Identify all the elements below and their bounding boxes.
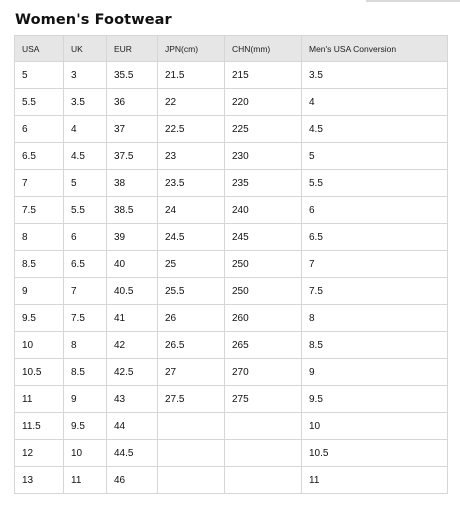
cell-eur: 37.5 — [107, 143, 158, 170]
cell-uk: 3 — [64, 62, 107, 89]
cell-usa: 9.5 — [15, 305, 64, 332]
cell-jpn: 24.5 — [158, 224, 225, 251]
cell-eur: 44 — [107, 413, 158, 440]
cell-jpn: 25 — [158, 251, 225, 278]
cell-eur: 36 — [107, 89, 158, 116]
table-row — [15, 305, 448, 332]
table-row — [15, 440, 448, 467]
top-divider — [366, 0, 460, 2]
cell-usa: 8 — [15, 224, 64, 251]
cell-uk: 8 — [64, 332, 107, 359]
table-row — [15, 413, 448, 440]
cell-chn: 275 — [225, 386, 302, 413]
table-header — [15, 36, 448, 62]
cell-eur: 38 — [107, 170, 158, 197]
cell-eur: 39 — [107, 224, 158, 251]
table-row — [15, 143, 448, 170]
header-jpn: JPN(cm) — [158, 36, 225, 62]
table-row — [15, 62, 448, 89]
cell-mens-conversion: 10 — [302, 413, 448, 440]
cell-jpn — [158, 440, 225, 467]
cell-usa: 10 — [15, 332, 64, 359]
table-row — [15, 332, 448, 359]
cell-eur: 37 — [107, 116, 158, 143]
table-row — [15, 89, 448, 116]
cell-jpn: 23.5 — [158, 170, 225, 197]
cell-chn — [225, 467, 302, 494]
cell-mens-conversion: 9 — [302, 359, 448, 386]
cell-jpn: 22 — [158, 89, 225, 116]
cell-usa: 5 — [15, 62, 64, 89]
cell-jpn: 26 — [158, 305, 225, 332]
cell-usa: 11.5 — [15, 413, 64, 440]
cell-usa: 9 — [15, 278, 64, 305]
cell-jpn: 24 — [158, 197, 225, 224]
header-row — [15, 36, 448, 62]
cell-uk: 6.5 — [64, 251, 107, 278]
cell-jpn: 23 — [158, 143, 225, 170]
cell-usa: 8.5 — [15, 251, 64, 278]
header-usa: USA — [15, 36, 64, 62]
cell-eur: 41 — [107, 305, 158, 332]
cell-eur: 35.5 — [107, 62, 158, 89]
cell-jpn: 27 — [158, 359, 225, 386]
table-row — [15, 116, 448, 143]
cell-chn: 225 — [225, 116, 302, 143]
table-row — [15, 467, 448, 494]
page-title: Women's Footwear — [15, 12, 172, 28]
cell-uk: 4.5 — [64, 143, 107, 170]
cell-uk: 5 — [64, 170, 107, 197]
cell-jpn: 21.5 — [158, 62, 225, 89]
cell-uk: 11 — [64, 467, 107, 494]
cell-usa: 7.5 — [15, 197, 64, 224]
cell-eur: 42.5 — [107, 359, 158, 386]
cell-uk: 9 — [64, 386, 107, 413]
cell-chn — [225, 413, 302, 440]
cell-eur: 42 — [107, 332, 158, 359]
cell-mens-conversion: 7.5 — [302, 278, 448, 305]
cell-chn: 265 — [225, 332, 302, 359]
header-mens-conversion: Men's USA Conversion — [302, 36, 448, 62]
table-row — [15, 386, 448, 413]
cell-jpn: 26.5 — [158, 332, 225, 359]
header-eur: EUR — [107, 36, 158, 62]
table-body — [15, 62, 448, 494]
header-uk: UK — [64, 36, 107, 62]
table-row — [15, 359, 448, 386]
cell-chn — [225, 440, 302, 467]
table-row — [15, 197, 448, 224]
cell-mens-conversion: 10.5 — [302, 440, 448, 467]
cell-mens-conversion: 8 — [302, 305, 448, 332]
cell-mens-conversion: 6 — [302, 197, 448, 224]
cell-uk: 7 — [64, 278, 107, 305]
cell-usa: 11 — [15, 386, 64, 413]
cell-usa: 12 — [15, 440, 64, 467]
cell-uk: 5.5 — [64, 197, 107, 224]
cell-uk: 3.5 — [64, 89, 107, 116]
cell-jpn — [158, 413, 225, 440]
cell-mens-conversion: 5 — [302, 143, 448, 170]
size-chart-table — [14, 35, 448, 494]
cell-chn: 260 — [225, 305, 302, 332]
cell-chn: 270 — [225, 359, 302, 386]
cell-chn: 250 — [225, 251, 302, 278]
cell-usa: 10.5 — [15, 359, 64, 386]
cell-chn: 220 — [225, 89, 302, 116]
cell-usa: 6.5 — [15, 143, 64, 170]
cell-uk: 9.5 — [64, 413, 107, 440]
cell-jpn: 22.5 — [158, 116, 225, 143]
cell-mens-conversion: 4.5 — [302, 116, 448, 143]
cell-chn: 250 — [225, 278, 302, 305]
cell-mens-conversion: 7 — [302, 251, 448, 278]
table-row — [15, 224, 448, 251]
cell-uk: 8.5 — [64, 359, 107, 386]
cell-mens-conversion: 9.5 — [302, 386, 448, 413]
cell-eur: 43 — [107, 386, 158, 413]
cell-chn: 240 — [225, 197, 302, 224]
cell-chn: 230 — [225, 143, 302, 170]
cell-usa: 5.5 — [15, 89, 64, 116]
cell-eur: 44.5 — [107, 440, 158, 467]
cell-eur: 46 — [107, 467, 158, 494]
cell-jpn: 25.5 — [158, 278, 225, 305]
cell-uk: 4 — [64, 116, 107, 143]
cell-mens-conversion: 3.5 — [302, 62, 448, 89]
cell-uk: 7.5 — [64, 305, 107, 332]
header-chn: CHN(mm) — [225, 36, 302, 62]
cell-chn: 215 — [225, 62, 302, 89]
cell-jpn — [158, 467, 225, 494]
cell-jpn: 27.5 — [158, 386, 225, 413]
table-row — [15, 278, 448, 305]
cell-mens-conversion: 4 — [302, 89, 448, 116]
cell-uk: 6 — [64, 224, 107, 251]
cell-mens-conversion: 11 — [302, 467, 448, 494]
cell-usa: 7 — [15, 170, 64, 197]
table-row — [15, 170, 448, 197]
cell-mens-conversion: 8.5 — [302, 332, 448, 359]
cell-uk: 10 — [64, 440, 107, 467]
cell-mens-conversion: 5.5 — [302, 170, 448, 197]
cell-mens-conversion: 6.5 — [302, 224, 448, 251]
cell-eur: 40.5 — [107, 278, 158, 305]
cell-usa: 13 — [15, 467, 64, 494]
cell-eur: 38.5 — [107, 197, 158, 224]
table-row — [15, 251, 448, 278]
cell-chn: 235 — [225, 170, 302, 197]
cell-usa: 6 — [15, 116, 64, 143]
cell-eur: 40 — [107, 251, 158, 278]
cell-chn: 245 — [225, 224, 302, 251]
